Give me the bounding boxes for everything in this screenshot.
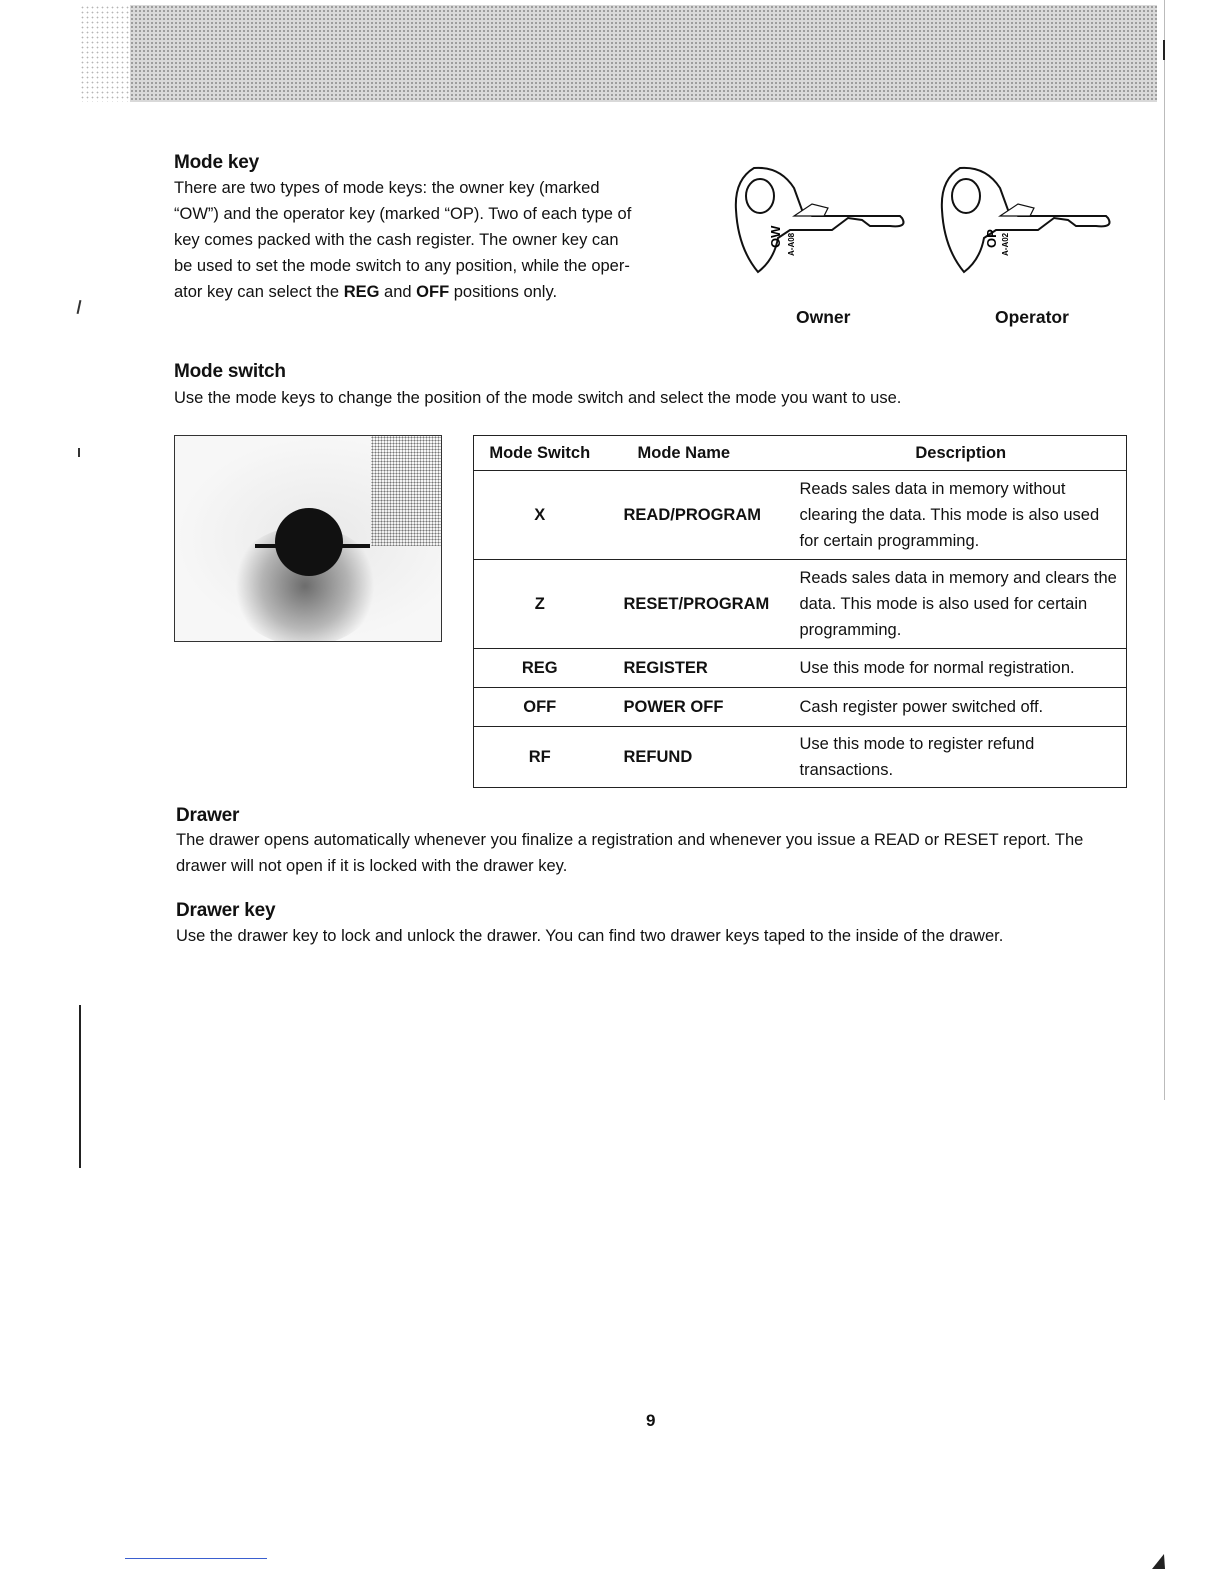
drawer-text: The drawer opens automatically whenever you finalize a registration and whenever you issue a READ or RESET report. The drawer will not open if it is locked with the drawer key. bbox=[176, 831, 1084, 875]
header-mode-switch: Mode Switch bbox=[474, 436, 606, 471]
table-row bbox=[474, 727, 1127, 788]
mode-switch-photo bbox=[174, 435, 442, 642]
page-edge-mark bbox=[1163, 40, 1165, 60]
mode-key-line: “OW”) and the operator key (marked “OP). Two of each type of bbox=[174, 205, 632, 223]
operator-key-illustration bbox=[938, 160, 1118, 280]
mode-description-cell: Use this mode to register refund transactions. bbox=[796, 727, 1127, 788]
mode-description-cell: Use this mode for normal registration. bbox=[796, 649, 1127, 688]
mode-switch-cell: Z bbox=[474, 560, 606, 649]
header-description: Description bbox=[796, 436, 1127, 471]
margin-mark bbox=[78, 448, 80, 457]
mode-name-cell: REGISTER bbox=[606, 649, 796, 688]
header-mode-name: Mode Name bbox=[606, 436, 796, 471]
mode-table bbox=[473, 435, 1127, 788]
mode-name-cell: REFUND bbox=[606, 727, 796, 788]
header-band bbox=[130, 5, 1157, 102]
mode-switch-cell: REG bbox=[474, 649, 606, 688]
drawer-heading: Drawer bbox=[176, 805, 240, 826]
owner-key-mark: OW bbox=[768, 225, 783, 248]
mode-key-line: be used to set the mode switch to any position, while the oper- bbox=[174, 257, 630, 275]
owner-key-illustration bbox=[732, 160, 912, 280]
operator-key-mark: OP bbox=[984, 229, 999, 248]
mode-switch-cell: RF bbox=[474, 727, 606, 788]
drawer-key-text: Use the drawer key to lock and unlock the drawer. You can find two drawer keys taped to the inside of the drawer. bbox=[176, 927, 1004, 945]
mode-description-cell: Reads sales data in memory and clears the data. This mode is also used for certain programming. bbox=[796, 560, 1127, 649]
mode-switch-text: Use the mode keys to change the position of the mode switch and select the mode you want to use. bbox=[174, 389, 902, 407]
mode-key-line: There are two types of mode keys: the owner key (marked bbox=[174, 179, 600, 197]
owner-key-label: Owner bbox=[796, 307, 851, 327]
margin-bar bbox=[79, 1005, 81, 1168]
mode-switch-indicator bbox=[255, 544, 370, 548]
page-edge-rule bbox=[1164, 0, 1165, 1100]
mode-key-line: ator key can select the bbox=[174, 283, 344, 301]
mode-key-line: and bbox=[379, 283, 417, 301]
photo-texture bbox=[371, 436, 441, 546]
corner-scan-mark bbox=[1150, 1552, 1166, 1570]
mode-switch-cell: OFF bbox=[474, 688, 606, 727]
mode-name-cell: READ/PROGRAM bbox=[606, 471, 796, 560]
mode-switch-cell: X bbox=[474, 471, 606, 560]
mode-key-text bbox=[174, 175, 714, 305]
mode-switch-heading: Mode switch bbox=[174, 361, 286, 382]
footnote-rule bbox=[125, 1558, 267, 1559]
operator-key-code: A-A02 bbox=[1001, 232, 1010, 256]
operator-key-label: Operator bbox=[995, 307, 1069, 327]
page-number: 9 bbox=[646, 1411, 656, 1430]
header-band-edge bbox=[80, 5, 130, 102]
mode-name-cell: RESET/PROGRAM bbox=[606, 560, 796, 649]
mode-switch-knob bbox=[275, 508, 343, 576]
table-row bbox=[474, 560, 1127, 649]
mode-description-cell: Reads sales data in memory without clearing the data. This mode is also used for certain programming. bbox=[796, 471, 1127, 560]
table-header-row bbox=[474, 436, 1127, 471]
off-term: OFF bbox=[416, 283, 450, 301]
table-row bbox=[474, 471, 1127, 560]
table-row bbox=[474, 688, 1127, 727]
mode-name-cell: POWER OFF bbox=[606, 688, 796, 727]
margin-mark bbox=[77, 300, 82, 314]
mode-description-cell: Cash register power switched off. bbox=[796, 688, 1127, 727]
reg-term: REG bbox=[343, 283, 380, 301]
drawer-key-heading: Drawer key bbox=[176, 900, 276, 921]
mode-key-heading: Mode key bbox=[174, 152, 259, 173]
mode-key-line: key comes packed with the cash register. The owner key can bbox=[174, 231, 619, 249]
owner-key-code: A-A08 bbox=[787, 232, 796, 256]
table-row bbox=[474, 649, 1127, 688]
mode-key-line: positions only. bbox=[449, 283, 558, 301]
